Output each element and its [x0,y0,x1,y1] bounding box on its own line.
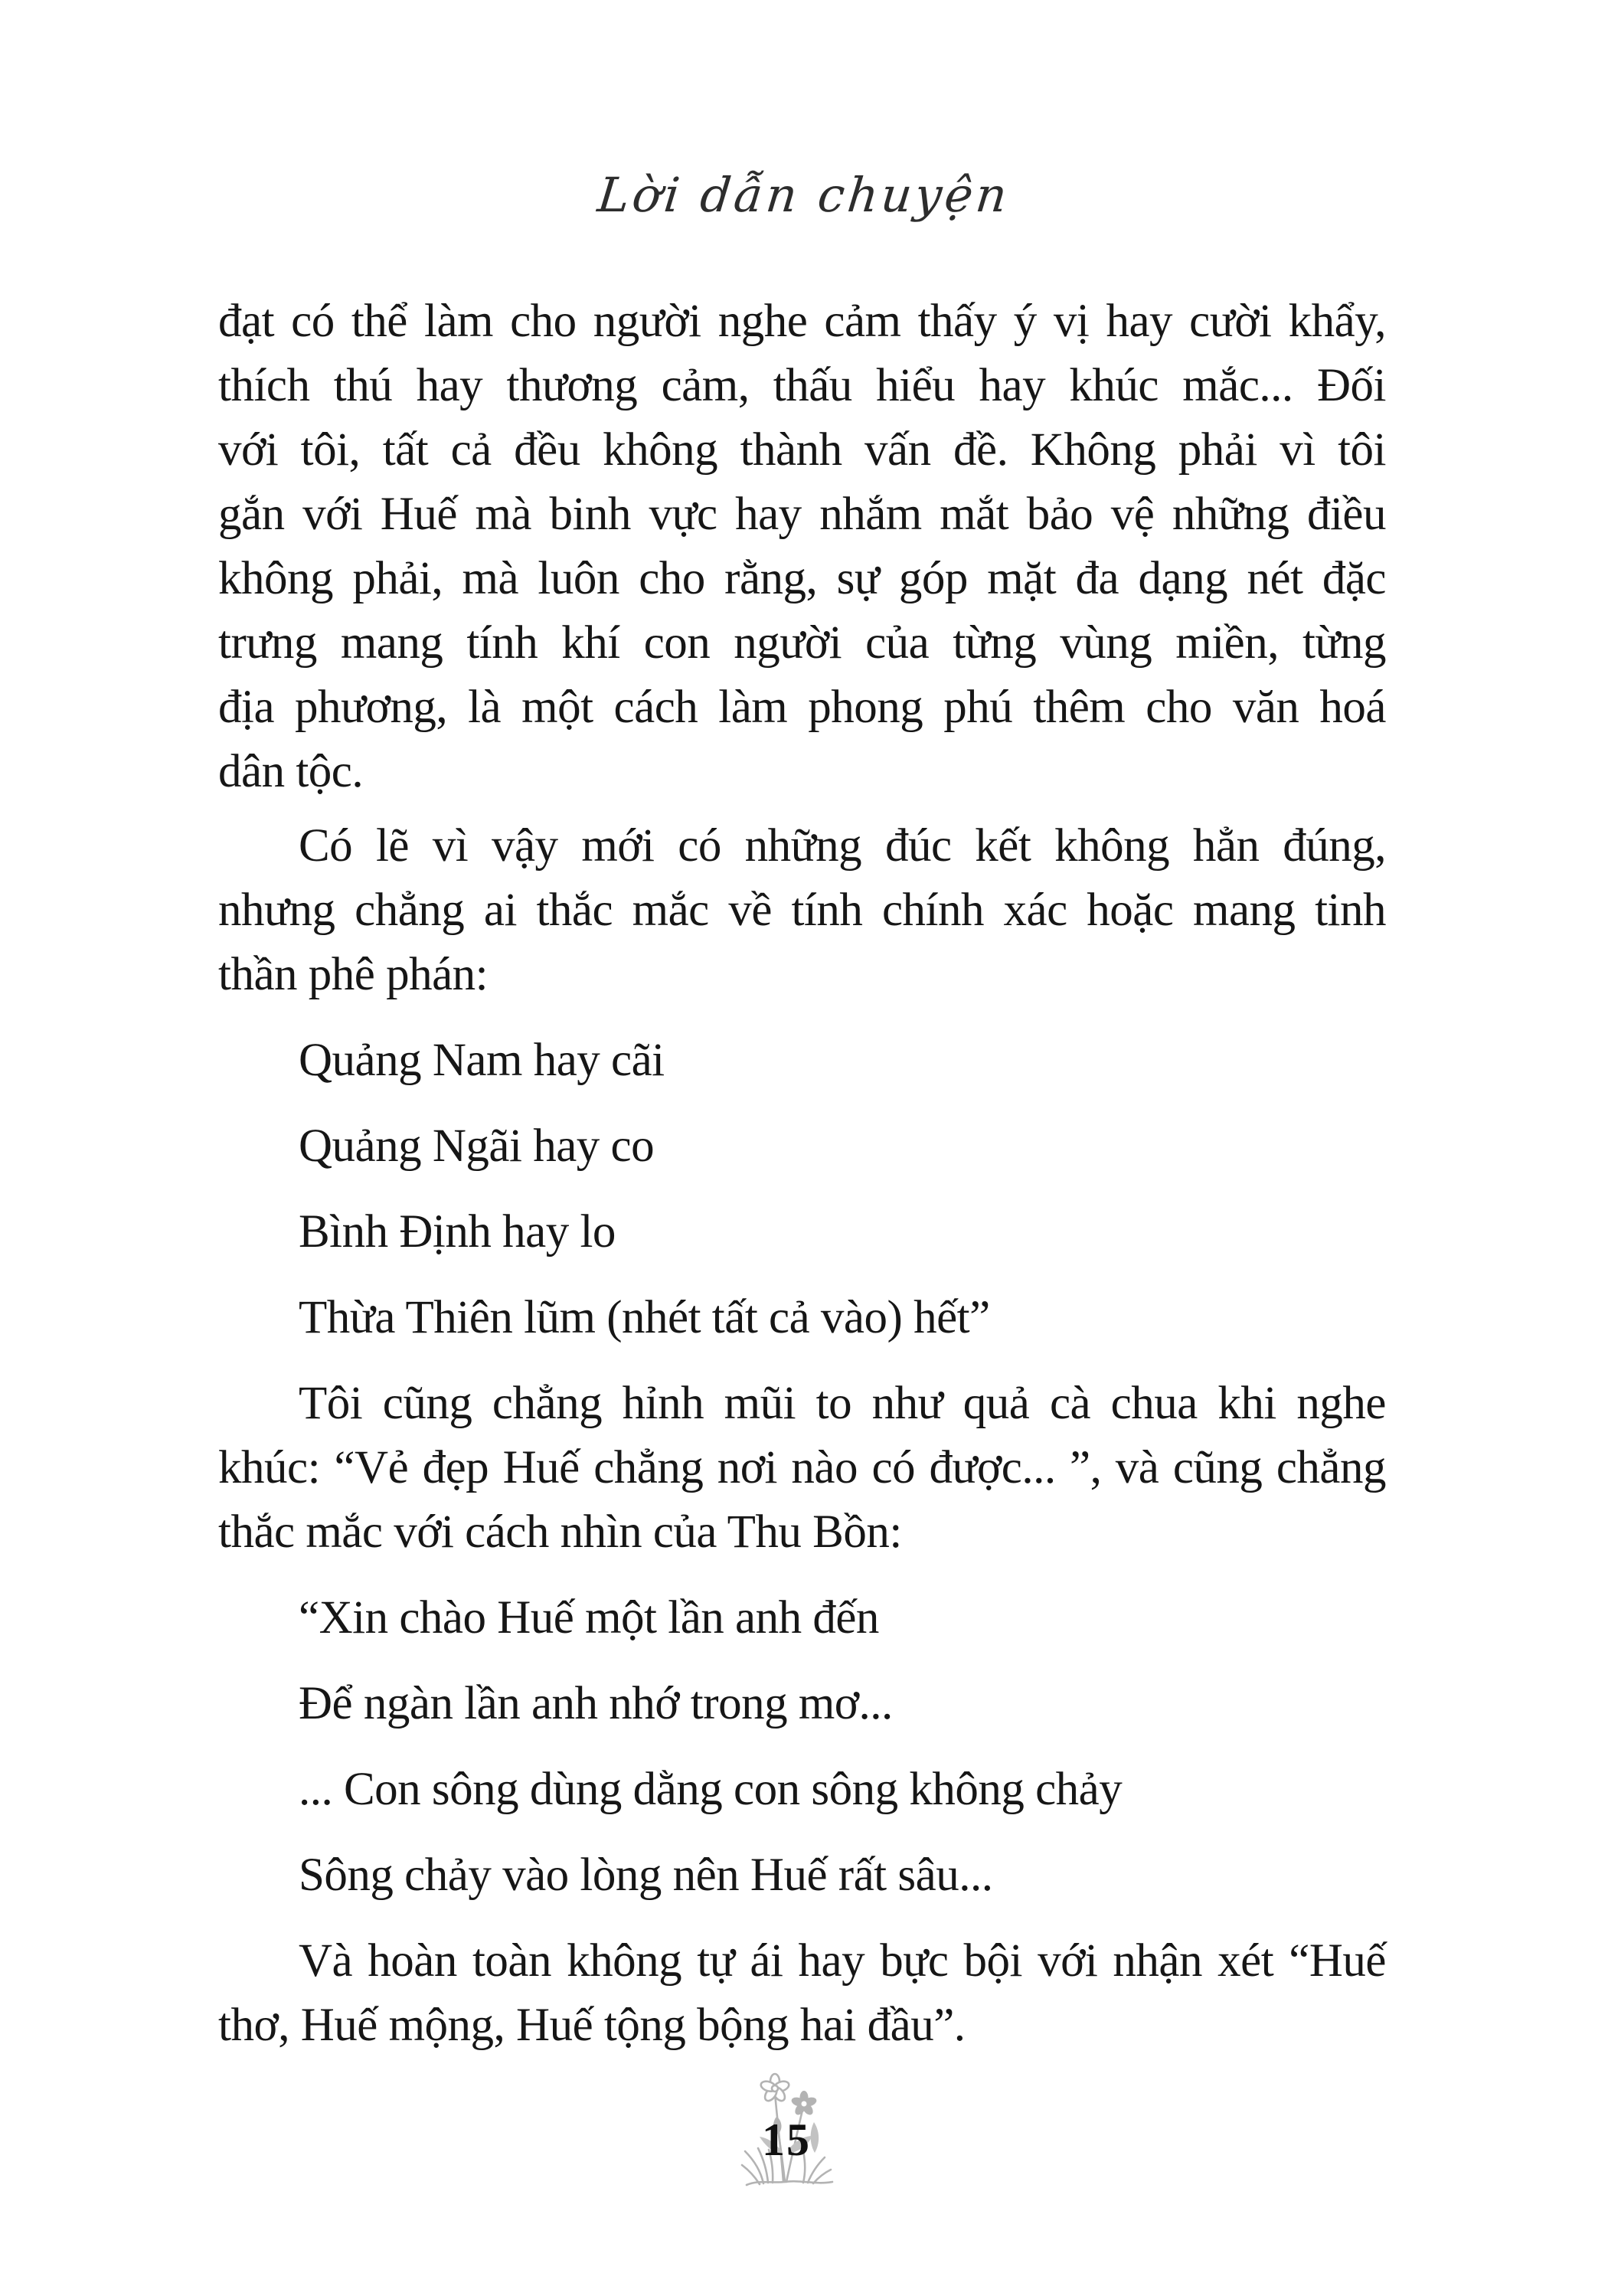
text-line: nhưng chẳng ai thắc mắc về tính chính xác hoặc mang tinh [218,885,1386,936]
text-line: Thừa Thiên lũm (nhét tất cả vào) hết” [299,1292,990,1343]
verse-line-block [218,1586,1386,1650]
text-line: Bình Định hay lo [299,1206,616,1258]
text-line: thích thú hay thương cảm, thấu hiểu hay khúc mắc... Đối [218,360,1386,411]
text-line: khúc: “Vẻ đẹp Huế chẳng nơi nào có được... ”, và cũng chẳng [218,1442,1386,1493]
text-line: Quảng Nam hay cãi [299,1035,665,1086]
text-line: thơ, Huế mộng, Huế tộng bộng hai đầu”. [218,2000,966,2051]
verse-line-block [218,1843,1386,1908]
verse-line-block [218,1286,1386,1350]
chapter-header [0,167,1608,223]
text-line: “Xin chào Huế một lần anh đến [299,1592,879,1644]
text-line: thần phê phán: [218,949,489,1000]
text-line: Quảng Ngãi hay co [299,1120,655,1172]
text-line: với tôi, tất cả đều không thành vấn đề. Không phải vì tôi [218,424,1386,476]
text-line: ... Con sông dùng dằng con sông không chảy [299,1764,1123,1815]
paragraph [218,1372,1386,1565]
text-line: Để ngàn lần anh nhớ trong mơ... [299,1678,893,1729]
verse-line-block [218,1758,1386,1822]
paragraph [218,1929,1386,2058]
text-line: Tôi cũng chẳng hỉnh mũi to như quả cà chua khi nghe [299,1378,1386,1429]
verse-line-block [218,1029,1386,1093]
filled-flower [790,2091,818,2117]
text-line: Sông chảy vào lòng nên Huế rất sâu... [299,1850,993,1901]
text-line: Và hoàn toàn không tự ái hay bực bội với nhận xét “Huế [299,1935,1386,1987]
paragraph [218,814,1386,1007]
text-line: Có lẽ vì vậy mới có những đúc kết không hẳn đúng, [299,820,1386,872]
text-line: gắn với Huế mà binh vực hay nhắm mắt bảo vệ những điều [218,489,1386,540]
paragraph [218,289,1386,804]
text-line: trưng mang tính khí con người của từng vùng miền, từng [218,617,1386,669]
text-line: dân tộc. [218,746,364,797]
verse-line-block [218,1114,1386,1179]
text-line: không phải, mà luôn cho rằng, sự góp mặt đa dạng nét đặc [218,553,1386,604]
page-content [218,289,1386,2068]
text-line: địa phương, là một cách làm phong phú thêm cho văn hoá [218,682,1386,733]
text-line: thắc mắc với cách nhìn của Thu Bồn: [218,1506,902,1558]
page-number: 15 [762,2114,811,2165]
verse-line-block [218,1672,1386,1736]
text-line: đạt có thể làm cho người nghe cảm thấy ý vị hay cười khẩy, [218,296,1386,347]
chapter-header-title: Lời dẫn chuyện [595,167,1013,223]
verse-line-block [218,1200,1386,1264]
